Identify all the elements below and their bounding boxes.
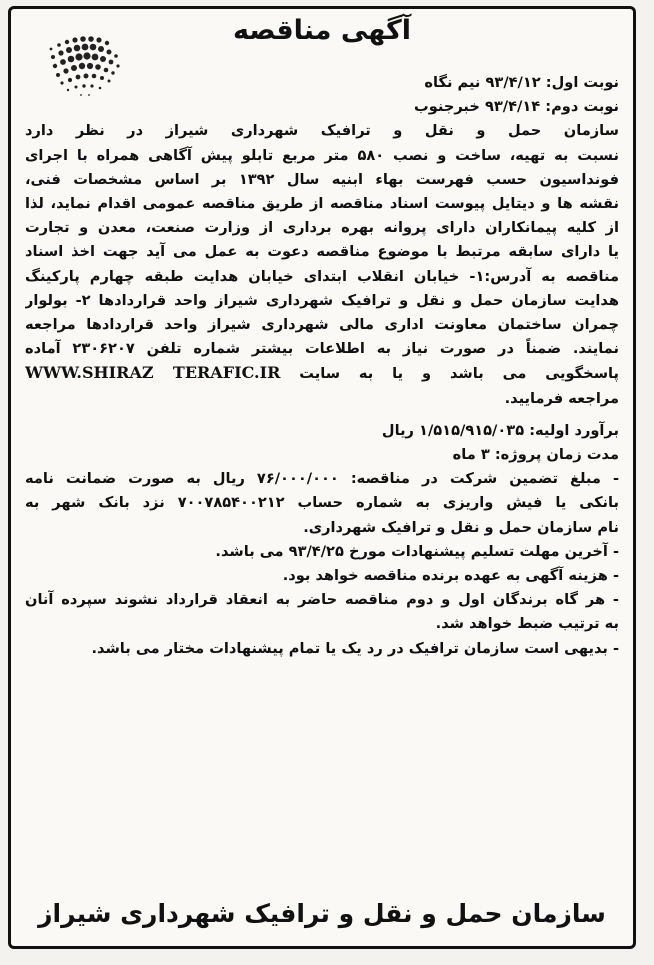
notice-frame <box>8 6 636 949</box>
publication-first: نوبت اول: ۹۳/۴/۱۲ نیم نگاه <box>424 74 619 91</box>
refer-text: مراجعه فرمایید. <box>504 389 619 407</box>
forfeit-line: به ترتیب ضبط خواهد شد. <box>435 615 619 633</box>
body-line: نمایند. ضمناً در صورت نیاز به اطلاعات بیشتر شماره تلفن ۲۳۰۶۲۰۷ آماده <box>25 340 619 358</box>
publication-second: نوبت دوم: ۹۳/۴/۱۴ خبرجنوب <box>414 98 619 116</box>
ad-cost: - هزینه آگهی به عهده برنده مناقصه خواهد بود. <box>282 567 619 585</box>
rights: - بدیهی است سازمان ترافیک در رد یک یا تمام پیشنهادات مختار می باشد. <box>91 639 619 657</box>
body-line: مناقصه به آدرس:۱- خیابان انقلاب ابتدای خیابان هدایت طبقه چهارم پارکینگ <box>25 267 619 285</box>
issuer-signature: سازمان حمل و نقل و ترافیک شهرداری شیراز <box>38 899 606 928</box>
website-link[interactable]: WWW.SHIRAZ TERAFIC.IR <box>25 363 281 383</box>
guarantee-line: نام سازمان حمل و نقل و ترافیک شهرداری. <box>303 518 619 536</box>
duration: مدت زمان پروژه: ۳ ماه <box>452 446 619 464</box>
forfeit-line: - هر گاه برندگان اول و دوم مناقصه حاضر به انعقاد قرارداد نشوند سپرده آنان <box>25 591 619 609</box>
notice-title: آگهی مناقصه <box>232 15 412 46</box>
website-line <box>25 361 619 386</box>
body-line: فونداسیون حسب فهرست بهاء ابنیه سال ۱۳۹۲ بر اساس مشخصات فنی، <box>25 170 619 188</box>
website-prefix: پاسخگویی می باشد و یا به سایت <box>299 365 619 383</box>
estimate: برآورد اولیه: ۱/۵۱۵/۹۱۵/۰۳۵ ریال <box>381 421 619 439</box>
body-line: هدایت سازمان حمل و نقل و ترافیک شهرداری شیراز واحد قراردادها ۲- بولوار <box>25 291 619 309</box>
body-line: از کلیه پیمانکاران دارای پروانه بهره برداری از وزارت صنعت، معدن و تجارت <box>25 219 619 237</box>
guarantee-line: بانکی یا فیش واریزی به شماره حساب ۷۰۰۷۸۵۴۰۰۲۱۲ نزد بانک شهر به <box>25 494 619 512</box>
body-line: یا دارای سابقه مرتبط با موضوع مناقصه دعوت به عمل می آید جهت اخذ اسناد <box>25 243 619 261</box>
guarantee-line: - مبلغ تضمین شرکت در مناقصه: ۷۶/۰۰۰/۰۰۰ ریال به صورت ضمانت نامه <box>25 470 619 488</box>
notice-body <box>25 71 619 661</box>
body-line: سازمان حمل و نقل و ترافیک شهرداری شیراز در نظر دارد <box>25 122 619 140</box>
body-line: نقشه ها و دیتایل پیوست اسناد مناقصه از طریق مناقصه عمومی اقدام نماید، لذا <box>25 195 619 213</box>
body-line: چمران ساختمان معاونت اداری مالی شهرداری شیراز واحد قراردادها مراجعه <box>25 316 619 334</box>
deadline: - آخرین مهلت تسلیم پیشنهادات مورخ ۹۳/۴/۲۵ می باشد. <box>215 542 619 560</box>
body-line: نسبت به تهیه، ساخت و نصب ۵۸۰ متر مربع تابلو پیش آگاهی همراه با اجرای <box>25 146 619 164</box>
